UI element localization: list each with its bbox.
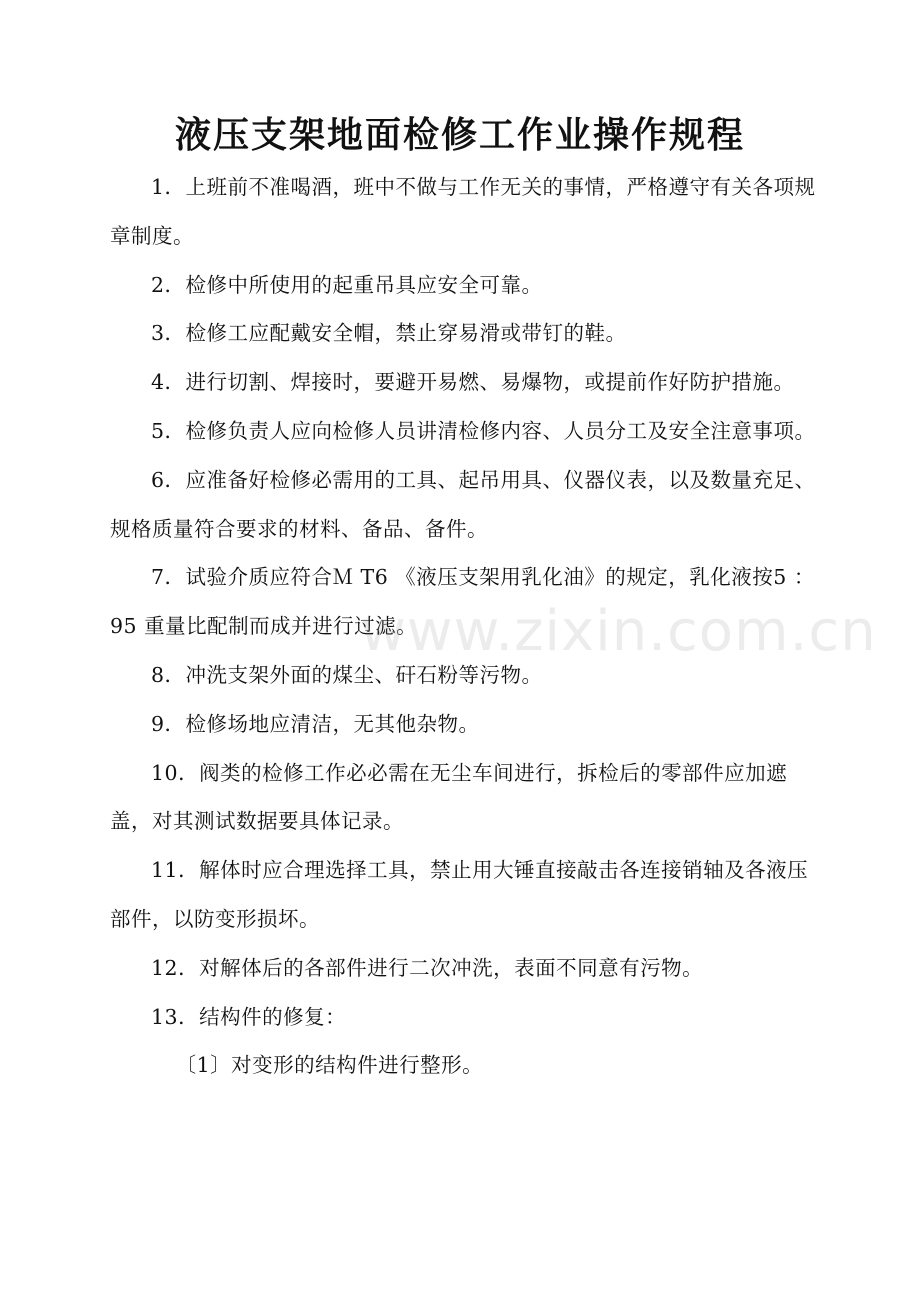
paragraph-11: 11．解体时应合理选择工具，禁止用大锤直接敲击各连接销轴及各液压部件，以防变形损坏。 bbox=[110, 858, 809, 931]
watermark: www.zixin.com.cn bbox=[360, 599, 877, 664]
paragraph-9: 9．检修场地应清洁，无其他杂物。 bbox=[151, 711, 480, 736]
sub-item-1: 〔1〕对变形的结构件进行整形。 bbox=[175, 1053, 484, 1078]
paragraph-8: 8．冲洗支架外面的煤尘、矸石粉等污物。 bbox=[151, 662, 543, 687]
paragraph-4: 4．进行切割、焊接时，要避开易燃、易爆物，或提前作好防护措施。 bbox=[151, 370, 795, 395]
paragraph-6: 6．应准备好检修必需用的工具、起吊用具、仪器仪表，以及数量充足、规格质量符合要求的材料、备品、备件。 bbox=[110, 467, 816, 541]
paragraph-1: 1．上班前不准喝酒，班中不做与工作无关的事情，严格遵守有关各项规章制度。 bbox=[110, 175, 816, 248]
paragraph-5: 5．检修负责人应向检修人员讲清检修内容、人员分工及安全注意事项。 bbox=[151, 418, 816, 443]
paragraph-2: 2．检修中所使用的起重吊具应安全可靠。 bbox=[151, 272, 543, 297]
paragraph-3: 3．检修工应配戴安全帽，禁止穿易滑或带钉的鞋。 bbox=[151, 321, 627, 346]
paragraph-7: 7．试验介质应符合Ｍ T6 《液压支架用乳化油》的规定，乳化液按5 ：95 重量比配制而成并进行过滤。 bbox=[110, 565, 815, 639]
document-body bbox=[110, 163, 877, 1090]
paragraph-12: 12．对解体后的各部件进行二次冲洗，表面不同意有污物。 bbox=[151, 955, 704, 980]
document-title: 液压支架地面检修工作业操作规程 bbox=[174, 115, 745, 156]
paragraph-13: 13．结构件的修复： bbox=[151, 1004, 347, 1029]
paragraph-10: 10．阀类的检修工作必必需在无尘车间进行，拆检后的零部件应加遮盖，对其测试数据要具体记录。 bbox=[110, 760, 788, 834]
